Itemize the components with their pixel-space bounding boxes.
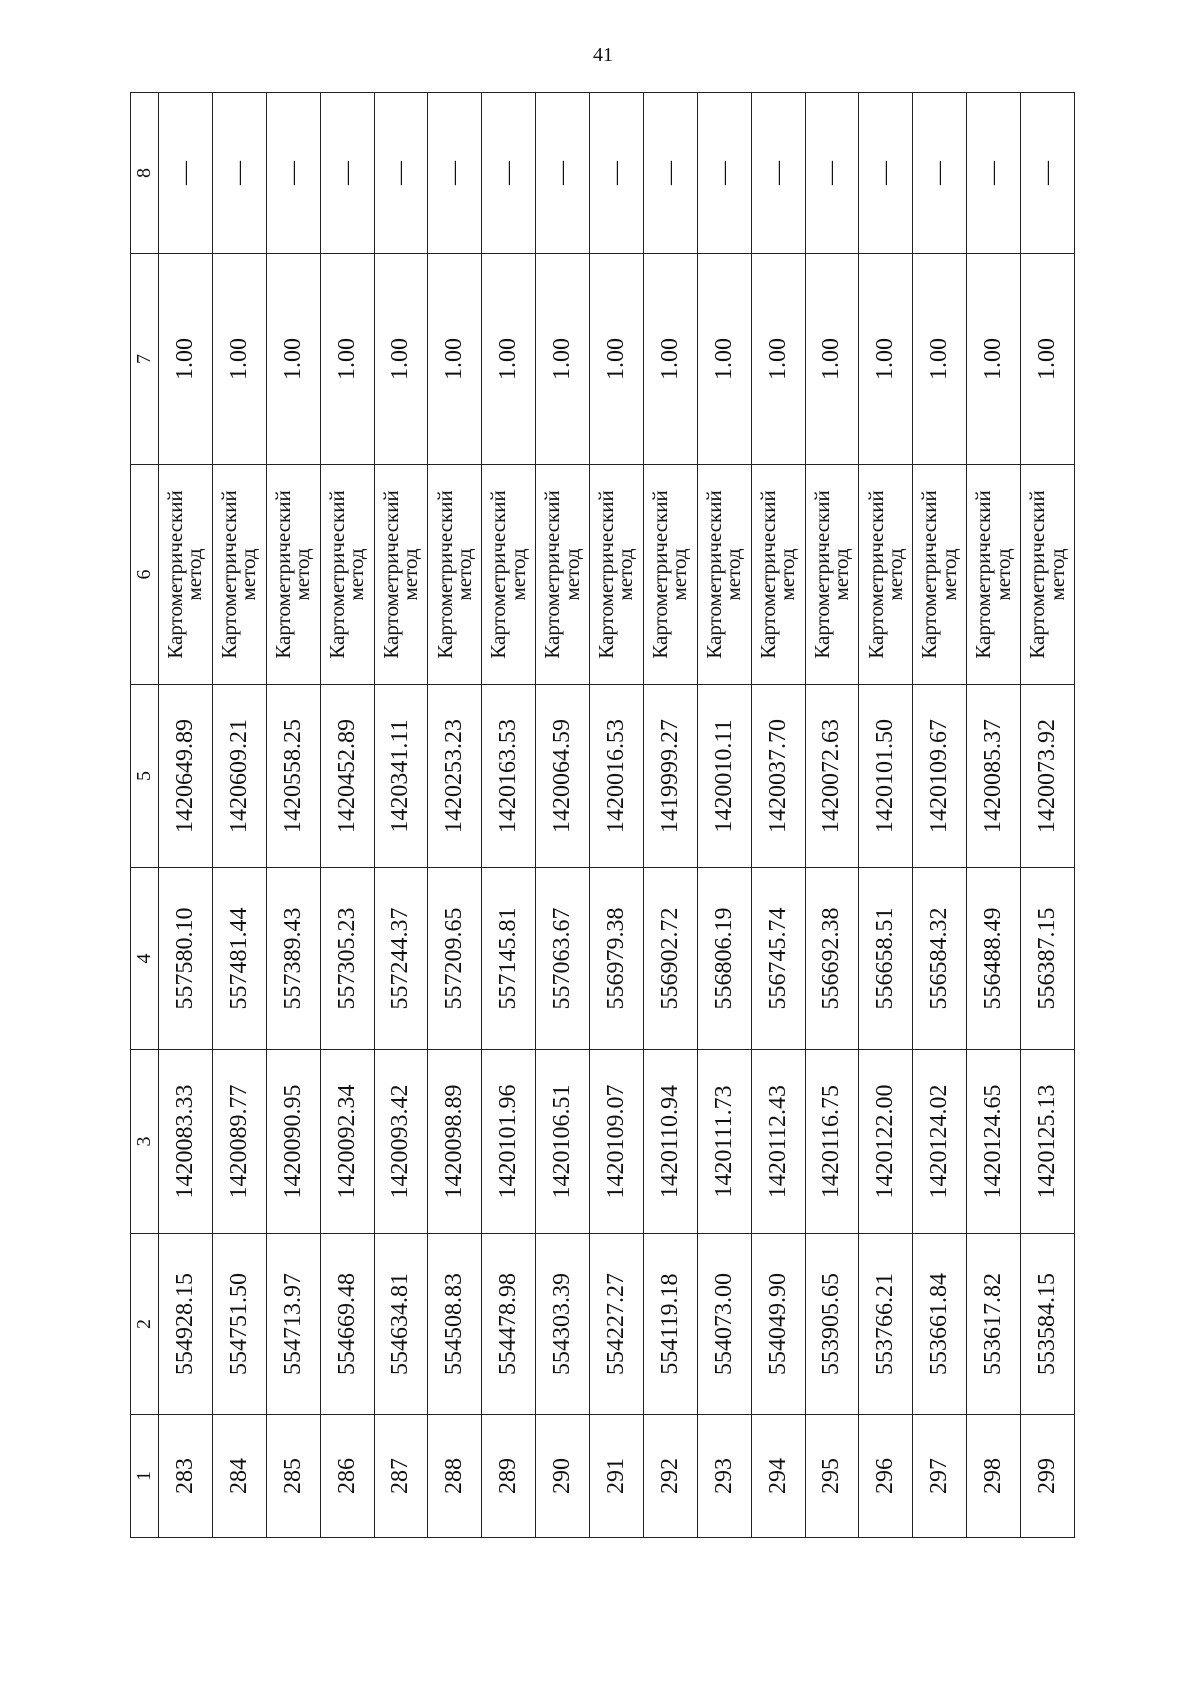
note-cell: — bbox=[428, 93, 482, 254]
method-cell: Картометрический метод bbox=[751, 465, 805, 685]
coordinate-cell: 1420109.07 bbox=[590, 1050, 644, 1234]
column-header-4: 4 bbox=[131, 868, 159, 1050]
coordinate-cell: 554634.81 bbox=[374, 1234, 428, 1415]
coordinate-cell: 1419999.27 bbox=[643, 685, 697, 868]
coordinate-cell: 1420098.89 bbox=[428, 1050, 482, 1234]
coordinate-cell: 1420125.13 bbox=[1021, 1050, 1075, 1234]
coordinate-cell: 1420163.53 bbox=[482, 685, 536, 868]
note-cell: — bbox=[805, 93, 859, 254]
coordinate-cell: 1420072.63 bbox=[805, 685, 859, 868]
method-cell: Картометрический метод bbox=[212, 465, 266, 685]
method-cell: Картометрический метод bbox=[643, 465, 697, 685]
coordinate-cell: 556745.74 bbox=[751, 868, 805, 1050]
table-row bbox=[1021, 93, 1075, 1538]
coordinate-cell: 1420016.53 bbox=[590, 685, 644, 868]
coordinate-cell: 1420649.89 bbox=[159, 685, 213, 868]
coordinate-cell: 1420109.67 bbox=[913, 685, 967, 868]
coordinate-cell: 554119.18 bbox=[643, 1234, 697, 1415]
coordinate-cell: 556387.15 bbox=[1021, 868, 1075, 1050]
coordinate-cell: 556488.49 bbox=[967, 868, 1021, 1050]
accuracy-cell: 1.00 bbox=[913, 254, 967, 465]
table-row bbox=[374, 93, 428, 1538]
coordinate-cell: 1420112.43 bbox=[751, 1050, 805, 1234]
table-row bbox=[805, 93, 859, 1538]
column-header-3: 3 bbox=[131, 1050, 159, 1234]
accuracy-cell: 1.00 bbox=[320, 254, 374, 465]
coordinate-cell: 1420111.73 bbox=[697, 1050, 751, 1234]
note-cell: — bbox=[482, 93, 536, 254]
accuracy-cell: 1.00 bbox=[536, 254, 590, 465]
coordinate-cell: 556979.38 bbox=[590, 868, 644, 1050]
coordinate-cell: 556806.19 bbox=[697, 868, 751, 1050]
method-cell: Картометрический метод bbox=[590, 465, 644, 685]
coordinate-cell: 554669.48 bbox=[320, 1234, 374, 1415]
method-cell: Картометрический метод bbox=[320, 465, 374, 685]
coordinate-cell: 1420253.23 bbox=[428, 685, 482, 868]
accuracy-cell: 1.00 bbox=[266, 254, 320, 465]
accuracy-cell: 1.00 bbox=[859, 254, 913, 465]
coordinate-cell: 557389.43 bbox=[266, 868, 320, 1050]
note-cell: — bbox=[697, 93, 751, 254]
method-cell: Картометрический метод bbox=[159, 465, 213, 685]
method-cell: Картометрический метод bbox=[428, 465, 482, 685]
point-number-cell: 290 bbox=[536, 1415, 590, 1538]
note-cell: — bbox=[859, 93, 913, 254]
note-cell: — bbox=[159, 93, 213, 254]
accuracy-cell: 1.00 bbox=[1021, 254, 1075, 465]
coordinate-cell: 556584.32 bbox=[913, 868, 967, 1050]
coordinate-cell: 554303.39 bbox=[536, 1234, 590, 1415]
coordinate-cell: 1420101.96 bbox=[482, 1050, 536, 1234]
column-header-2: 2 bbox=[131, 1234, 159, 1415]
point-number-cell: 294 bbox=[751, 1415, 805, 1538]
table-container bbox=[130, 93, 1075, 1538]
note-cell: — bbox=[320, 93, 374, 254]
point-number-cell: 295 bbox=[805, 1415, 859, 1538]
point-number-cell: 297 bbox=[913, 1415, 967, 1538]
note-cell: — bbox=[913, 93, 967, 254]
accuracy-cell: 1.00 bbox=[697, 254, 751, 465]
note-cell: — bbox=[374, 93, 428, 254]
table-row bbox=[751, 93, 805, 1538]
method-cell: Картометрический метод bbox=[266, 465, 320, 685]
method-cell: Картометрический метод bbox=[913, 465, 967, 685]
table-row bbox=[212, 93, 266, 1538]
point-number-cell: 286 bbox=[320, 1415, 374, 1538]
method-cell: Картометрический метод bbox=[859, 465, 913, 685]
coordinates-table bbox=[130, 92, 1075, 1538]
table-row bbox=[266, 93, 320, 1538]
coordinate-cell: 553905.65 bbox=[805, 1234, 859, 1415]
point-number-cell: 292 bbox=[643, 1415, 697, 1538]
note-cell: — bbox=[1021, 93, 1075, 254]
coordinate-cell: 1420341.11 bbox=[374, 685, 428, 868]
coordinate-cell: 554073.00 bbox=[697, 1234, 751, 1415]
coordinate-cell: 553766.21 bbox=[859, 1234, 913, 1415]
coordinate-cell: 1420037.70 bbox=[751, 685, 805, 868]
note-cell: — bbox=[751, 93, 805, 254]
method-cell: Картометрический метод bbox=[374, 465, 428, 685]
coordinate-cell: 1420116.75 bbox=[805, 1050, 859, 1234]
note-cell: — bbox=[590, 93, 644, 254]
point-number-cell: 298 bbox=[967, 1415, 1021, 1538]
table-header-row bbox=[131, 93, 159, 1538]
coordinate-cell: 554508.83 bbox=[428, 1234, 482, 1415]
coordinate-cell: 557305.23 bbox=[320, 868, 374, 1050]
coordinate-cell: 554227.27 bbox=[590, 1234, 644, 1415]
table-row bbox=[967, 93, 1021, 1538]
table-row bbox=[590, 93, 644, 1538]
coordinate-cell: 1420101.50 bbox=[859, 685, 913, 868]
accuracy-cell: 1.00 bbox=[751, 254, 805, 465]
table-body bbox=[159, 93, 1075, 1538]
column-header-7: 7 bbox=[131, 254, 159, 465]
note-cell: — bbox=[266, 93, 320, 254]
coordinate-cell: 1420089.77 bbox=[212, 1050, 266, 1234]
coordinate-cell: 554751.50 bbox=[212, 1234, 266, 1415]
table-row bbox=[859, 93, 913, 1538]
coordinate-cell: 1420110.94 bbox=[643, 1050, 697, 1234]
column-header-8: 8 bbox=[131, 93, 159, 254]
method-cell: Картометрический метод bbox=[967, 465, 1021, 685]
point-number-cell: 288 bbox=[428, 1415, 482, 1538]
coordinate-cell: 557063.67 bbox=[536, 868, 590, 1050]
coordinate-cell: 1420558.25 bbox=[266, 685, 320, 868]
coordinate-cell: 1420124.65 bbox=[967, 1050, 1021, 1234]
coordinate-cell: 1420609.21 bbox=[212, 685, 266, 868]
accuracy-cell: 1.00 bbox=[159, 254, 213, 465]
table-row bbox=[697, 93, 751, 1538]
column-header-1: 1 bbox=[131, 1415, 159, 1538]
coordinate-cell: 1420064.59 bbox=[536, 685, 590, 868]
coordinate-cell: 557209.65 bbox=[428, 868, 482, 1050]
method-cell: Картометрический метод bbox=[482, 465, 536, 685]
coordinate-cell: 1420073.92 bbox=[1021, 685, 1075, 868]
coordinate-cell: 1420085.37 bbox=[967, 685, 1021, 868]
accuracy-cell: 1.00 bbox=[428, 254, 482, 465]
coordinate-cell: 553661.84 bbox=[913, 1234, 967, 1415]
method-cell: Картометрический метод bbox=[697, 465, 751, 685]
coordinate-cell: 1420124.02 bbox=[913, 1050, 967, 1234]
point-number-cell: 287 bbox=[374, 1415, 428, 1538]
accuracy-cell: 1.00 bbox=[643, 254, 697, 465]
coordinate-cell: 554049.90 bbox=[751, 1234, 805, 1415]
coordinate-cell: 554928.15 bbox=[159, 1234, 213, 1415]
point-number-cell: 284 bbox=[212, 1415, 266, 1538]
note-cell: — bbox=[212, 93, 266, 254]
table-row bbox=[159, 93, 213, 1538]
coordinate-cell: 557244.37 bbox=[374, 868, 428, 1050]
table-row bbox=[536, 93, 590, 1538]
coordinate-cell: 553584.15 bbox=[1021, 1234, 1075, 1415]
table-row bbox=[482, 93, 536, 1538]
point-number-cell: 291 bbox=[590, 1415, 644, 1538]
coordinate-cell: 1420122.00 bbox=[859, 1050, 913, 1234]
method-cell: Картометрический метод bbox=[805, 465, 859, 685]
accuracy-cell: 1.00 bbox=[967, 254, 1021, 465]
point-number-cell: 299 bbox=[1021, 1415, 1075, 1538]
point-number-cell: 289 bbox=[482, 1415, 536, 1538]
table-row bbox=[913, 93, 967, 1538]
note-cell: — bbox=[967, 93, 1021, 254]
coordinate-cell: 1420093.42 bbox=[374, 1050, 428, 1234]
coordinate-cell: 1420106.51 bbox=[536, 1050, 590, 1234]
coordinate-cell: 557580.10 bbox=[159, 868, 213, 1050]
column-header-5: 5 bbox=[131, 685, 159, 868]
table-row bbox=[320, 93, 374, 1538]
coordinate-cell: 556902.72 bbox=[643, 868, 697, 1050]
coordinate-cell: 1420452.89 bbox=[320, 685, 374, 868]
coordinate-cell: 1420092.34 bbox=[320, 1050, 374, 1234]
coordinate-cell: 1420010.11 bbox=[697, 685, 751, 868]
note-cell: — bbox=[643, 93, 697, 254]
coordinate-cell: 1420090.95 bbox=[266, 1050, 320, 1234]
coordinate-cell: 556692.38 bbox=[805, 868, 859, 1050]
accuracy-cell: 1.00 bbox=[590, 254, 644, 465]
accuracy-cell: 1.00 bbox=[482, 254, 536, 465]
point-number-cell: 296 bbox=[859, 1415, 913, 1538]
note-cell: — bbox=[536, 93, 590, 254]
coordinate-cell: 554478.98 bbox=[482, 1234, 536, 1415]
table-row bbox=[643, 93, 697, 1538]
coordinate-cell: 553617.82 bbox=[967, 1234, 1021, 1415]
coordinate-cell: 554713.97 bbox=[266, 1234, 320, 1415]
point-number-cell: 285 bbox=[266, 1415, 320, 1538]
table-row bbox=[428, 93, 482, 1538]
column-header-6: 6 bbox=[131, 465, 159, 685]
coordinate-cell: 557145.81 bbox=[482, 868, 536, 1050]
method-cell: Картометрический метод bbox=[1021, 465, 1075, 685]
point-number-cell: 293 bbox=[697, 1415, 751, 1538]
coordinate-cell: 1420083.33 bbox=[159, 1050, 213, 1234]
accuracy-cell: 1.00 bbox=[374, 254, 428, 465]
point-number-cell: 283 bbox=[159, 1415, 213, 1538]
page-number: 41 bbox=[593, 44, 613, 66]
method-cell: Картометрический метод bbox=[536, 465, 590, 685]
accuracy-cell: 1.00 bbox=[212, 254, 266, 465]
coordinate-cell: 557481.44 bbox=[212, 868, 266, 1050]
accuracy-cell: 1.00 bbox=[805, 254, 859, 465]
coordinate-cell: 556658.51 bbox=[859, 868, 913, 1050]
